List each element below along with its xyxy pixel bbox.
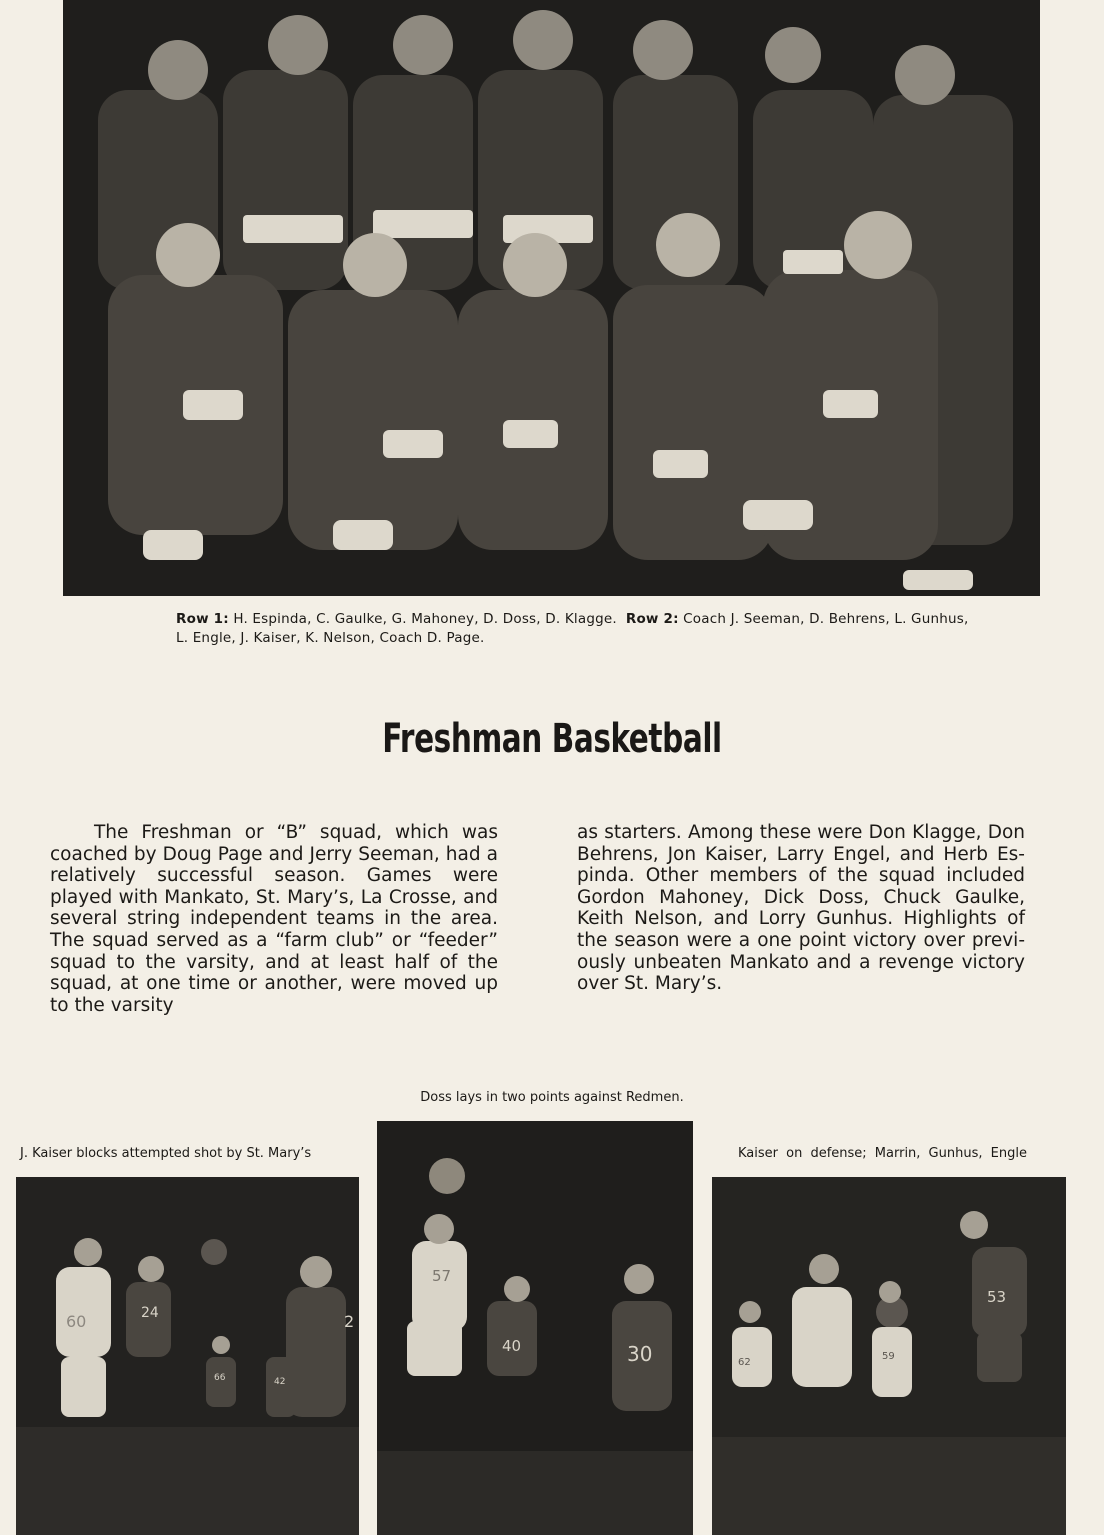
photo-kaiser-defense bbox=[712, 1177, 1066, 1535]
jersey-59: 59 bbox=[882, 1351, 895, 1362]
page-title: Freshman Basketball bbox=[382, 716, 722, 762]
jersey-24: 24 bbox=[141, 1305, 159, 1321]
jersey-62: 62 bbox=[738, 1357, 751, 1368]
row1-label: Row 1: bbox=[176, 611, 229, 627]
jersey-60: 60 bbox=[66, 1312, 87, 1331]
jersey-42: 42 bbox=[274, 1377, 286, 1387]
jersey-30: 30 bbox=[627, 1342, 653, 1366]
photo-doss bbox=[377, 1121, 693, 1535]
team-photo bbox=[63, 0, 1040, 596]
team-photo-caption bbox=[176, 610, 976, 648]
jersey-53: 53 bbox=[987, 1288, 1007, 1306]
row2-label: Row 2: bbox=[625, 611, 679, 627]
caption-kaiser-block: J. Kaiser blocks attempted shot by St. Mary’s bbox=[20, 1146, 312, 1161]
caption-kaiser-defense: Kaiser on defense; Marrin, Gunhus, Engle bbox=[738, 1146, 1027, 1161]
jersey-40: 40 bbox=[502, 1337, 522, 1355]
body-right-column: as starters. Among these were Don Klagge, Don Behrens, Jon Kaiser, Larry Engel, and Herb Es-pinda. Other members of the squad included Gordon Mahoney, Dick Doss, Chuck Gaulke, Keith Nelson, and Lorry Gunhus. Highlights of the season were a one point victory over previ-ously unbeaten Mankato and a revenge victory over St. Mary’s. bbox=[577, 822, 1025, 995]
photo-kaiser-block bbox=[16, 1177, 359, 1535]
jersey-2: 2 bbox=[344, 1312, 355, 1331]
jersey-57: 57 bbox=[432, 1267, 452, 1285]
row2-names: Coach J. Seeman, D. Behrens, L. Gunhus, L. Engle, J. Kaiser, K. Nelson, Coach D. Page. bbox=[176, 611, 969, 646]
body-left-column: The Freshman or “B” squad, which was coached by Doug Page and Jerry Seeman, had a relatively successful season. Games were played with Mankato, St. Mary’s, La Crosse, and several string independent teams in the area. The squad served as a “farm club” or “feeder” squad to the varsity, and at least half of the squad, at one time or another, were moved up to the varsity bbox=[50, 822, 498, 1016]
jersey-66: 66 bbox=[214, 1373, 226, 1383]
caption-doss: Doss lays in two points against Redmen. bbox=[420, 1090, 684, 1105]
row1-names: H. Espinda, C. Gaulke, G. Mahoney, D. Doss, D. Klagge. bbox=[228, 611, 617, 627]
